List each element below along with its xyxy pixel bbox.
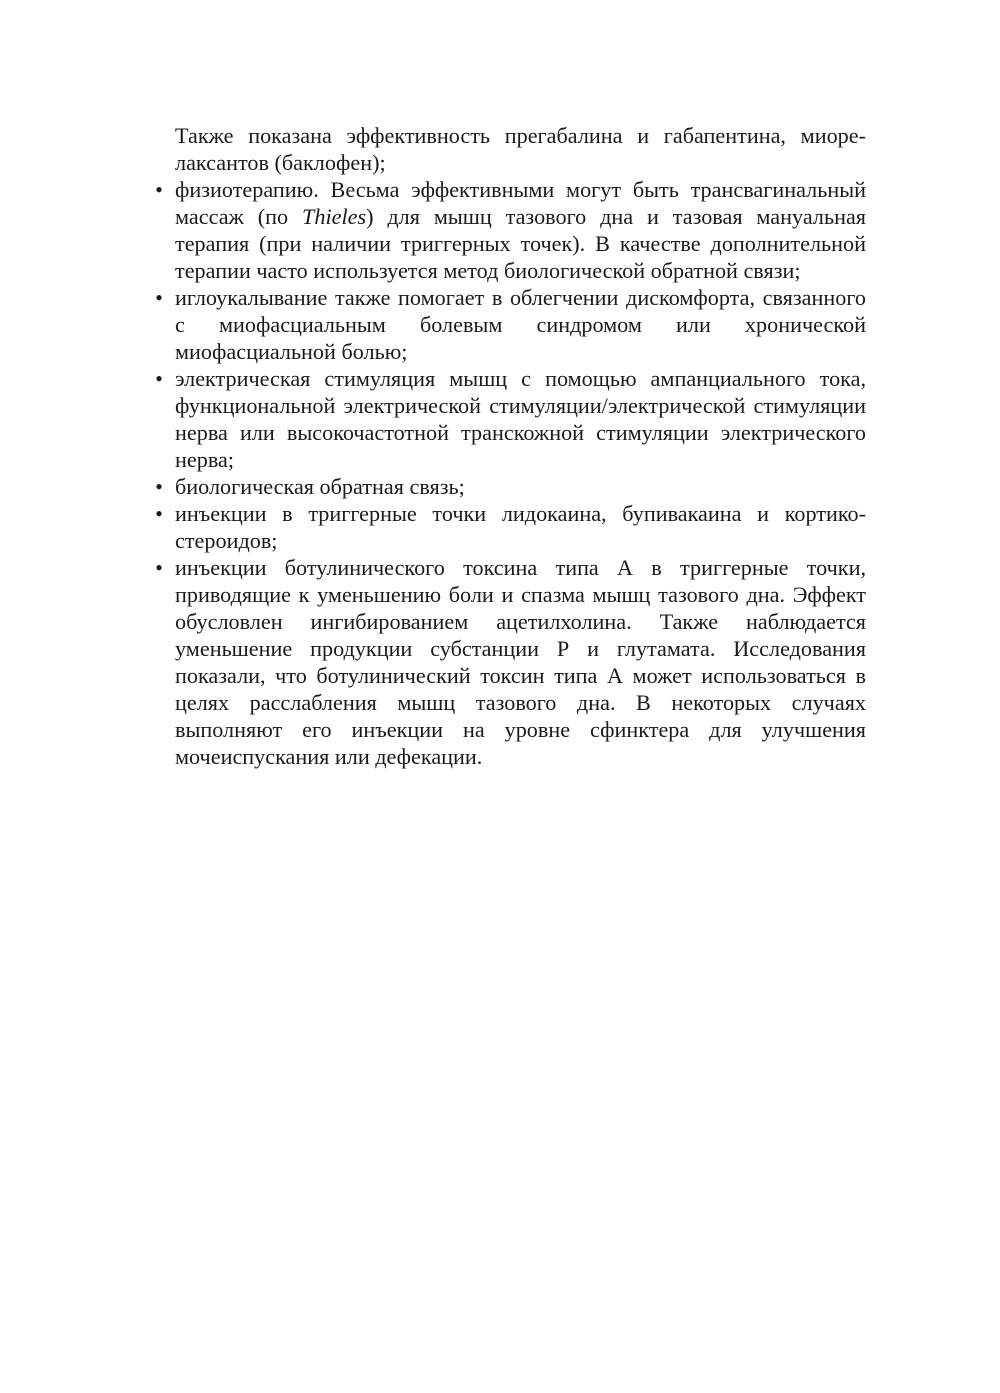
list-item-text xyxy=(175,473,866,500)
bullet-icon: • xyxy=(155,177,163,202)
bullet-icon: • xyxy=(155,474,163,499)
bullet-icon: • xyxy=(155,366,163,391)
list-item-emphasis: Thieles xyxy=(302,204,367,229)
list-item-text-part: электрическая стимуляция мышц с помощью ампанциального тока, функциональной электрической стимуляции/электрической стимуляции нерва или высокочастотной транскожной стимуляции электрического нерва; xyxy=(175,366,866,472)
list-item-text-part: инъекции в триггерные точки лидокаина, бупивакаина и кортикостероидов; xyxy=(175,501,866,553)
list-item-text-part: биологическая обратная связь; xyxy=(175,474,465,499)
list-item-text xyxy=(175,365,866,473)
list-item-text-part: инъекции ботулинического токсина типа А в триггерные точки, приводящие к уменьшению боли и спазма мышц тазового дна. Эффект обусловлен ингибированием ацетилхолина. Также наблюдается уменьшение продукции субстанции Р и глутамата. Исследования показали, что ботулинический токсин типа А может использоваться в целях расслабления мышц тазового дна. В некоторых случаях выполняют его инъекции на уровне сфинктера для улучшения мочеиспускания или дефекации. xyxy=(175,555,866,769)
list-item xyxy=(155,554,866,770)
list-item xyxy=(155,500,866,554)
list-item xyxy=(155,365,866,473)
list-item xyxy=(155,284,866,365)
list-item xyxy=(155,473,866,500)
list-item-text-part: ) для мышц тазового дна и тазовая мануальная терапия (при наличии триггерных точек). В качестве дополнительной терапии часто используется метод биологической обратной связи; xyxy=(175,204,866,283)
list-item-text xyxy=(175,176,866,284)
list-item-text xyxy=(175,554,866,770)
bullet-list xyxy=(155,176,866,770)
bullet-icon: • xyxy=(155,285,163,310)
bullet-icon: • xyxy=(155,555,163,580)
list-item-text xyxy=(175,284,866,365)
list-item-text xyxy=(175,500,866,554)
continuation-paragraph: Также показана эффективность прегабалина и габапентина, миорелаксантов (баклофен); xyxy=(175,123,866,175)
list-item-text-part: иглоукалывание также помогает в облегчении дискомфорта, связанного с миофасциальным болевым синдромом или хронической миофасциальной болью; xyxy=(175,285,866,364)
list-item xyxy=(155,176,866,284)
list-item-text-part: физиотерапию. Весьма эффективными могут быть трансвагинальный массаж (по xyxy=(175,177,866,229)
document-page xyxy=(155,122,866,770)
bullet-icon: • xyxy=(155,501,163,526)
